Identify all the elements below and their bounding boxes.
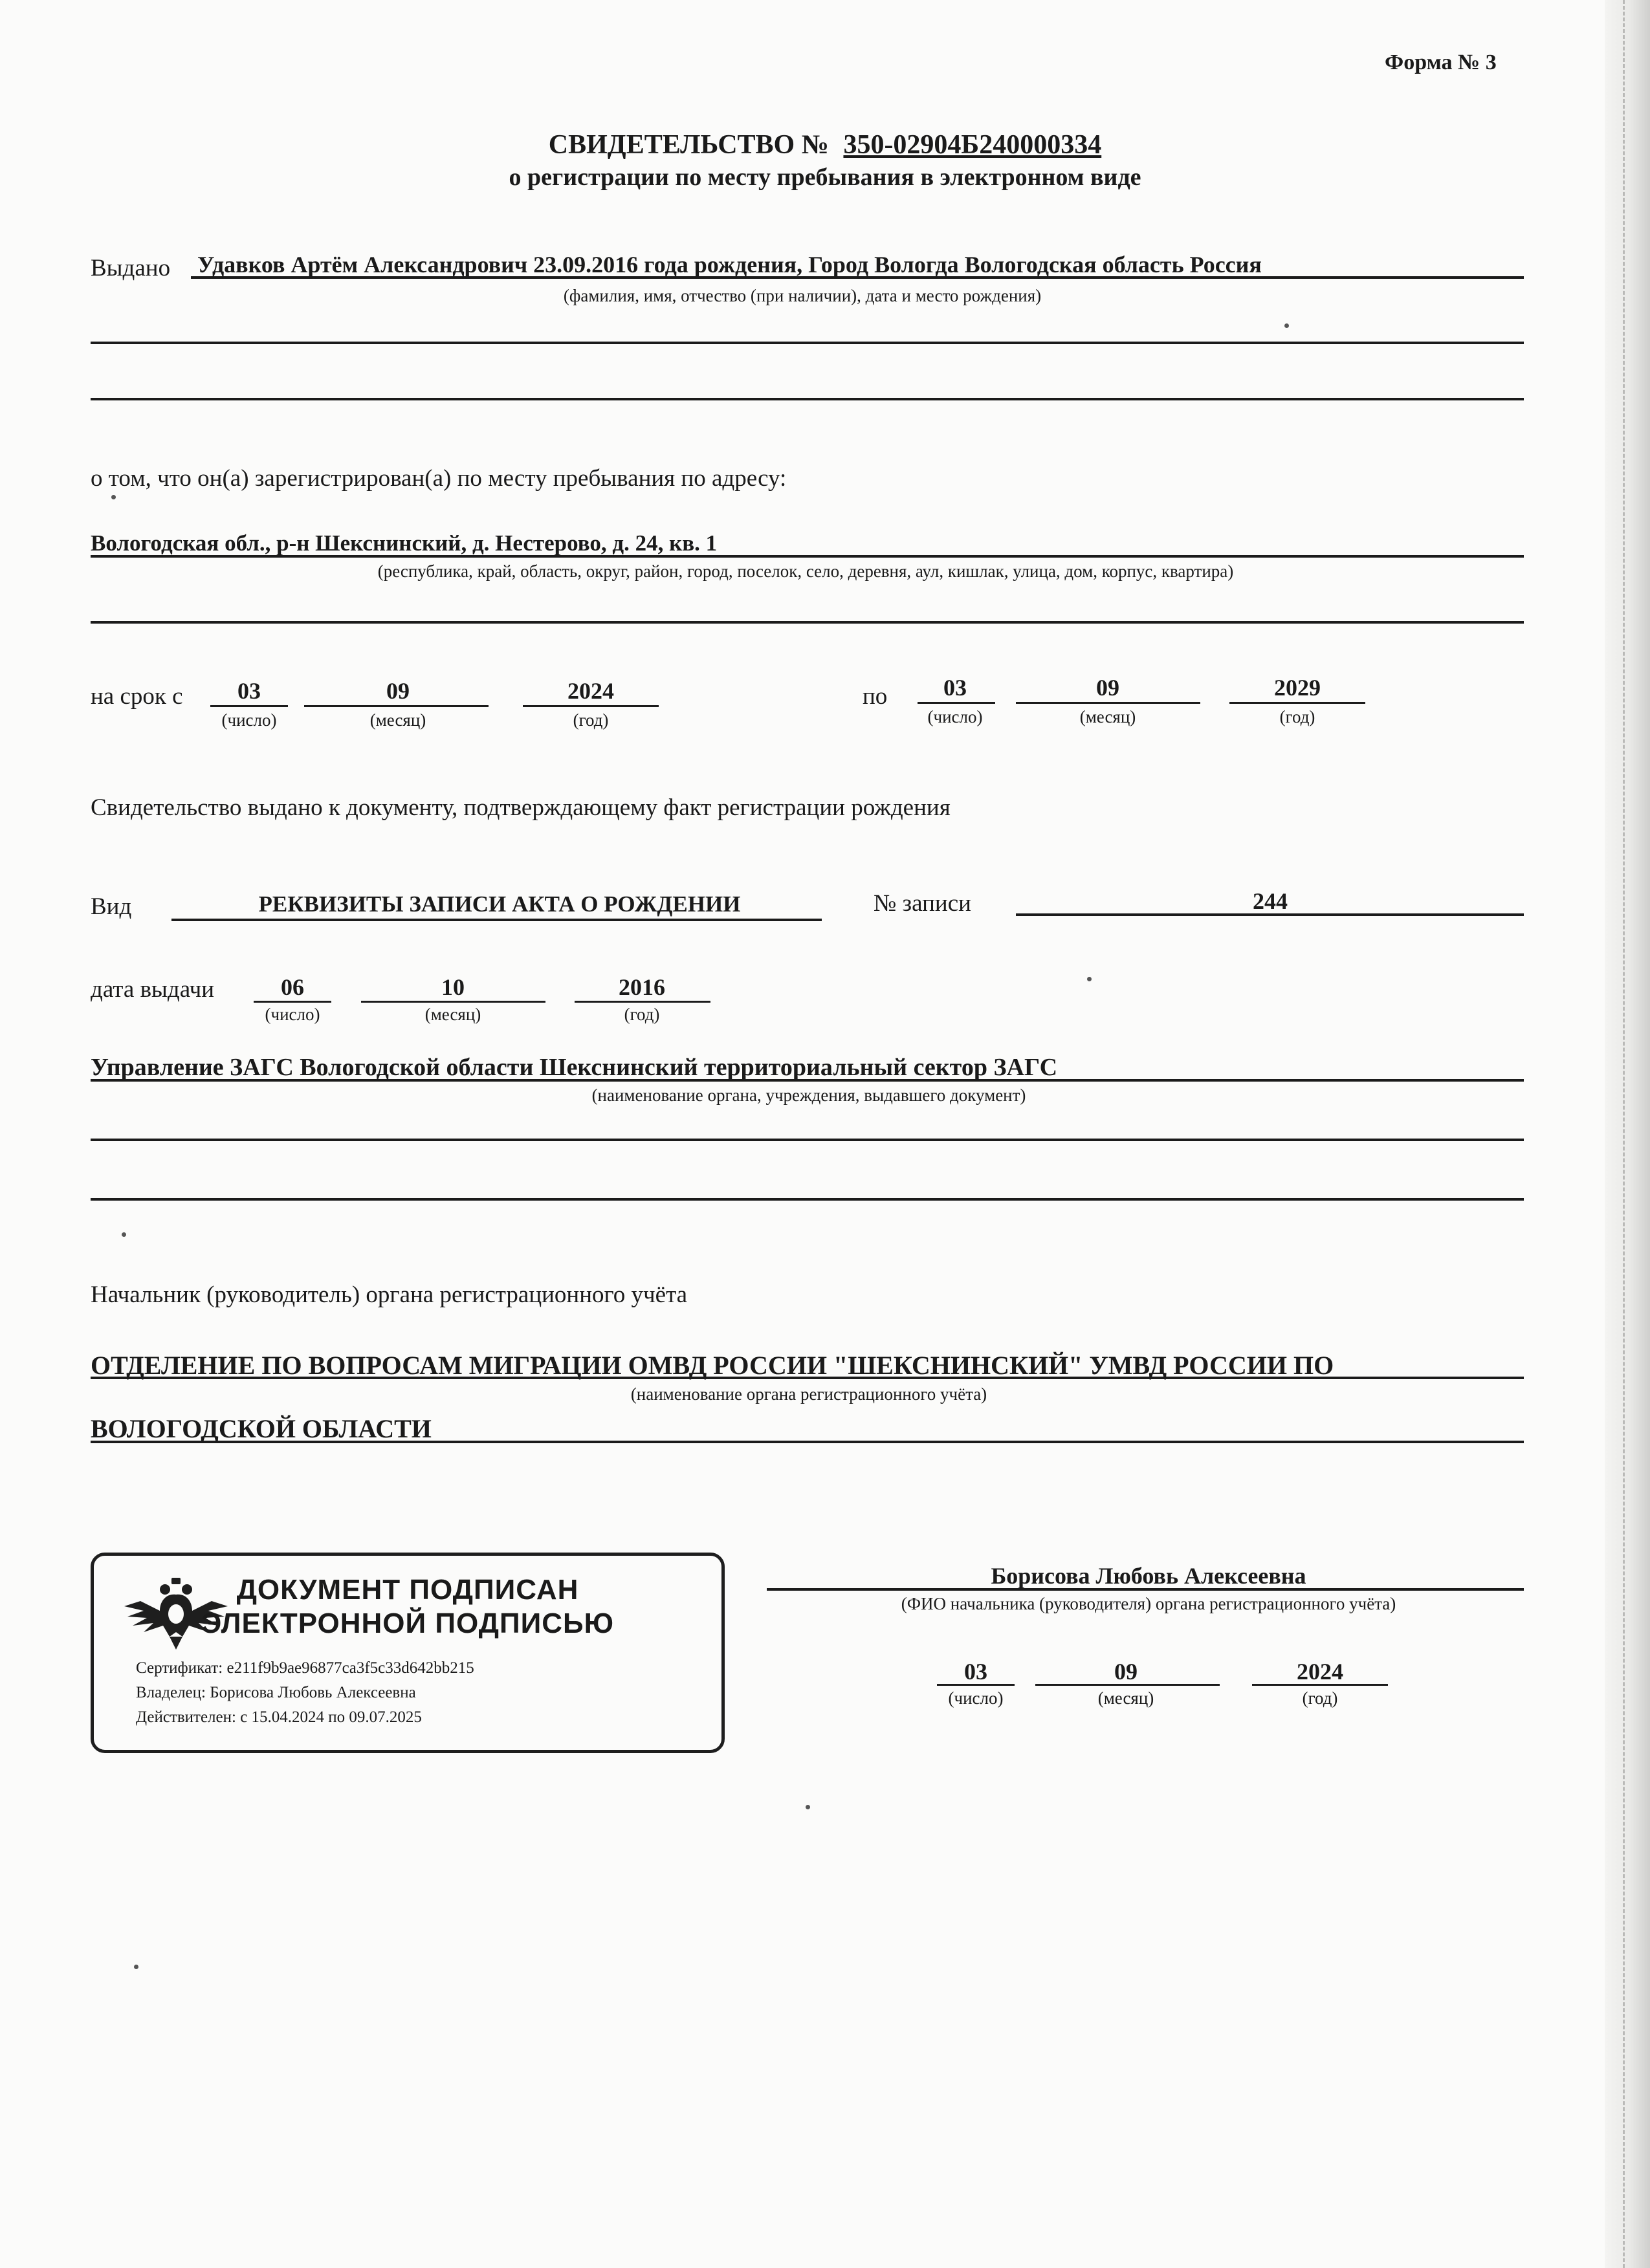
- issued-to-underline: [191, 276, 1524, 279]
- document-kind-value: РЕКВИЗИТЫ ЗАПИСИ АКТА О РОЖДЕНИИ: [258, 891, 741, 917]
- term-from-label: на срок с: [91, 683, 183, 710]
- term-to-day: 03: [943, 675, 967, 701]
- issued-to-caption: (фамилия, имя, отчество (при наличии), дата и место рождения): [563, 286, 1042, 305]
- stamp-certificate: Сертификат: e211f9b9ae96877ca3f5c33d642bb215: [136, 1659, 474, 1677]
- scanner-edge: [1605, 0, 1650, 2268]
- issue-date-year-caption: (год): [624, 1005, 660, 1024]
- electronic-signature-stamp: [91, 1553, 725, 1753]
- document-subtitle: о регистрации по месту пребывания в электронном виде: [509, 164, 1141, 191]
- signer-date-month-caption: (месяц): [1097, 1688, 1154, 1708]
- term-to-year-line: [1229, 702, 1365, 704]
- issue-date-day-line: [254, 1001, 331, 1003]
- issue-date-month-line: [361, 1001, 545, 1003]
- signer-date-day: 03: [964, 1659, 987, 1685]
- term-to-month: 09: [1096, 675, 1119, 701]
- stamp-title-line1: ДОКУМЕНТ ПОДПИСАН: [236, 1574, 579, 1606]
- term-from-month-caption: (месяц): [369, 710, 426, 730]
- issue-date-year-line: [575, 1001, 710, 1003]
- record-number-label: № записи: [874, 890, 971, 917]
- scan-speck: [122, 1232, 126, 1237]
- signer-caption: (ФИО начальника (руководителя) органа регистрационного учёта): [901, 1594, 1396, 1613]
- term-to-day-line: [918, 702, 995, 704]
- issued-to-label: Выдано: [91, 255, 171, 281]
- issue-date-day-caption: (число): [265, 1005, 320, 1024]
- term-to-year: 2029: [1274, 675, 1321, 701]
- record-number-underline: [1016, 913, 1524, 916]
- registration-org-line2: ВОЛОГОДСКОЙ ОБЛАСТИ: [91, 1414, 432, 1443]
- term-to-month-line: [1016, 702, 1200, 704]
- blank-line: [91, 1139, 1524, 1141]
- term-from-year-line: [523, 705, 659, 707]
- address-underline: [91, 555, 1524, 558]
- issue-date-day: 06: [281, 974, 304, 1000]
- issuing-authority: Управление ЗАГС Вологодской области Шекснинский территориальный сектор ЗАГС: [91, 1054, 1058, 1081]
- signer-date-day-line: [937, 1684, 1015, 1686]
- term-to-day-caption: (число): [927, 707, 983, 726]
- document-kind-label: Вид: [91, 893, 132, 920]
- issue-date-label: дата выдачи: [91, 976, 215, 1003]
- address-caption: (республика, край, область, округ, район, город, поселок, село, деревня, аул, кишлак, улица, дом, корпус, квартира): [377, 562, 1234, 581]
- blank-line: [91, 621, 1524, 624]
- term-to-year-caption: (год): [1279, 707, 1315, 726]
- issuing-authority-caption: (наименование органа, учреждения, выдавшего документ): [591, 1085, 1026, 1105]
- registration-org-underline1: [91, 1377, 1524, 1379]
- blank-line: [91, 1198, 1524, 1201]
- registration-org-line1: ОТДЕЛЕНИЕ ПО ВОПРОСАМ МИГРАЦИИ ОМВД РОССИИ "ШЕКСНИНСКИЙ" УМВД РОССИИ ПО: [91, 1351, 1334, 1380]
- term-from-day-caption: (число): [221, 710, 277, 730]
- issue-date-month: 10: [441, 974, 465, 1000]
- term-from-day: 03: [237, 678, 261, 704]
- term-to-label: по: [863, 683, 888, 710]
- term-from-month: 09: [386, 678, 410, 704]
- signer-name-underline: [767, 1588, 1524, 1591]
- signer-date-day-caption: (число): [948, 1688, 1004, 1708]
- issue-date-month-caption: (месяц): [424, 1005, 481, 1024]
- scan-speck: [806, 1805, 810, 1809]
- term-to-month-caption: (месяц): [1079, 707, 1136, 726]
- term-from-year-caption: (год): [573, 710, 609, 730]
- certificate-number: 350-02904Б240000334: [843, 130, 1102, 160]
- signer-date-month: 09: [1114, 1659, 1138, 1685]
- registration-org-caption: (наименование органа регистрационного учёта): [630, 1384, 987, 1404]
- term-from-year: 2024: [567, 678, 614, 704]
- registration-org-underline2: [91, 1441, 1524, 1443]
- signer-name: Борисова Любовь Алексеевна: [991, 1563, 1306, 1589]
- signer-date-year-caption: (год): [1302, 1688, 1338, 1708]
- stamp-valid: Действителен: с 15.04.2024 по 09.07.2025: [136, 1708, 422, 1726]
- stamp-title-line2: ЭЛЕКТРОННОЙ ПОДПИСЬЮ: [201, 1608, 614, 1639]
- scan-speck: [1284, 323, 1289, 328]
- scan-speck: [111, 495, 116, 499]
- title-prefix: СВИДЕТЕЛЬСТВО №: [548, 130, 829, 160]
- document-kind-underline: [171, 919, 822, 921]
- signer-date-year-line: [1252, 1684, 1388, 1686]
- scan-speck: [1087, 977, 1092, 981]
- signer-date-month-line: [1035, 1684, 1220, 1686]
- head-label: Начальник (руководитель) органа регистрационного учёта: [91, 1281, 688, 1308]
- registered-text: о том, что он(а) зарегистрирован(а) по месту пребывания по адресу:: [91, 465, 787, 492]
- issue-date-year: 2016: [619, 974, 665, 1000]
- scan-speck: [134, 1965, 138, 1969]
- signer-date-year: 2024: [1297, 1659, 1343, 1685]
- form-number: Форма № 3: [1385, 50, 1497, 74]
- record-number-value: 244: [1253, 888, 1288, 914]
- address-value: Вологодская обл., р-н Шекснинский, д. Нестерово, д. 24, кв. 1: [91, 530, 718, 556]
- document-title: [0, 129, 1650, 160]
- term-from-day-line: [210, 705, 288, 707]
- term-from-month-line: [304, 705, 489, 707]
- issuing-authority-underline: [91, 1079, 1524, 1082]
- blank-line: [91, 398, 1524, 400]
- blank-line: [91, 342, 1524, 344]
- issued-for-text: Свидетельство выдано к документу, подтверждающему факт регистрации рождения: [91, 794, 951, 821]
- stamp-owner: Владелец: Борисова Любовь Алексеевна: [136, 1684, 416, 1701]
- issued-to-value: Удавков Артём Александрович 23.09.2016 года рождения, Город Вологда Вологодская область Россия: [197, 252, 1262, 278]
